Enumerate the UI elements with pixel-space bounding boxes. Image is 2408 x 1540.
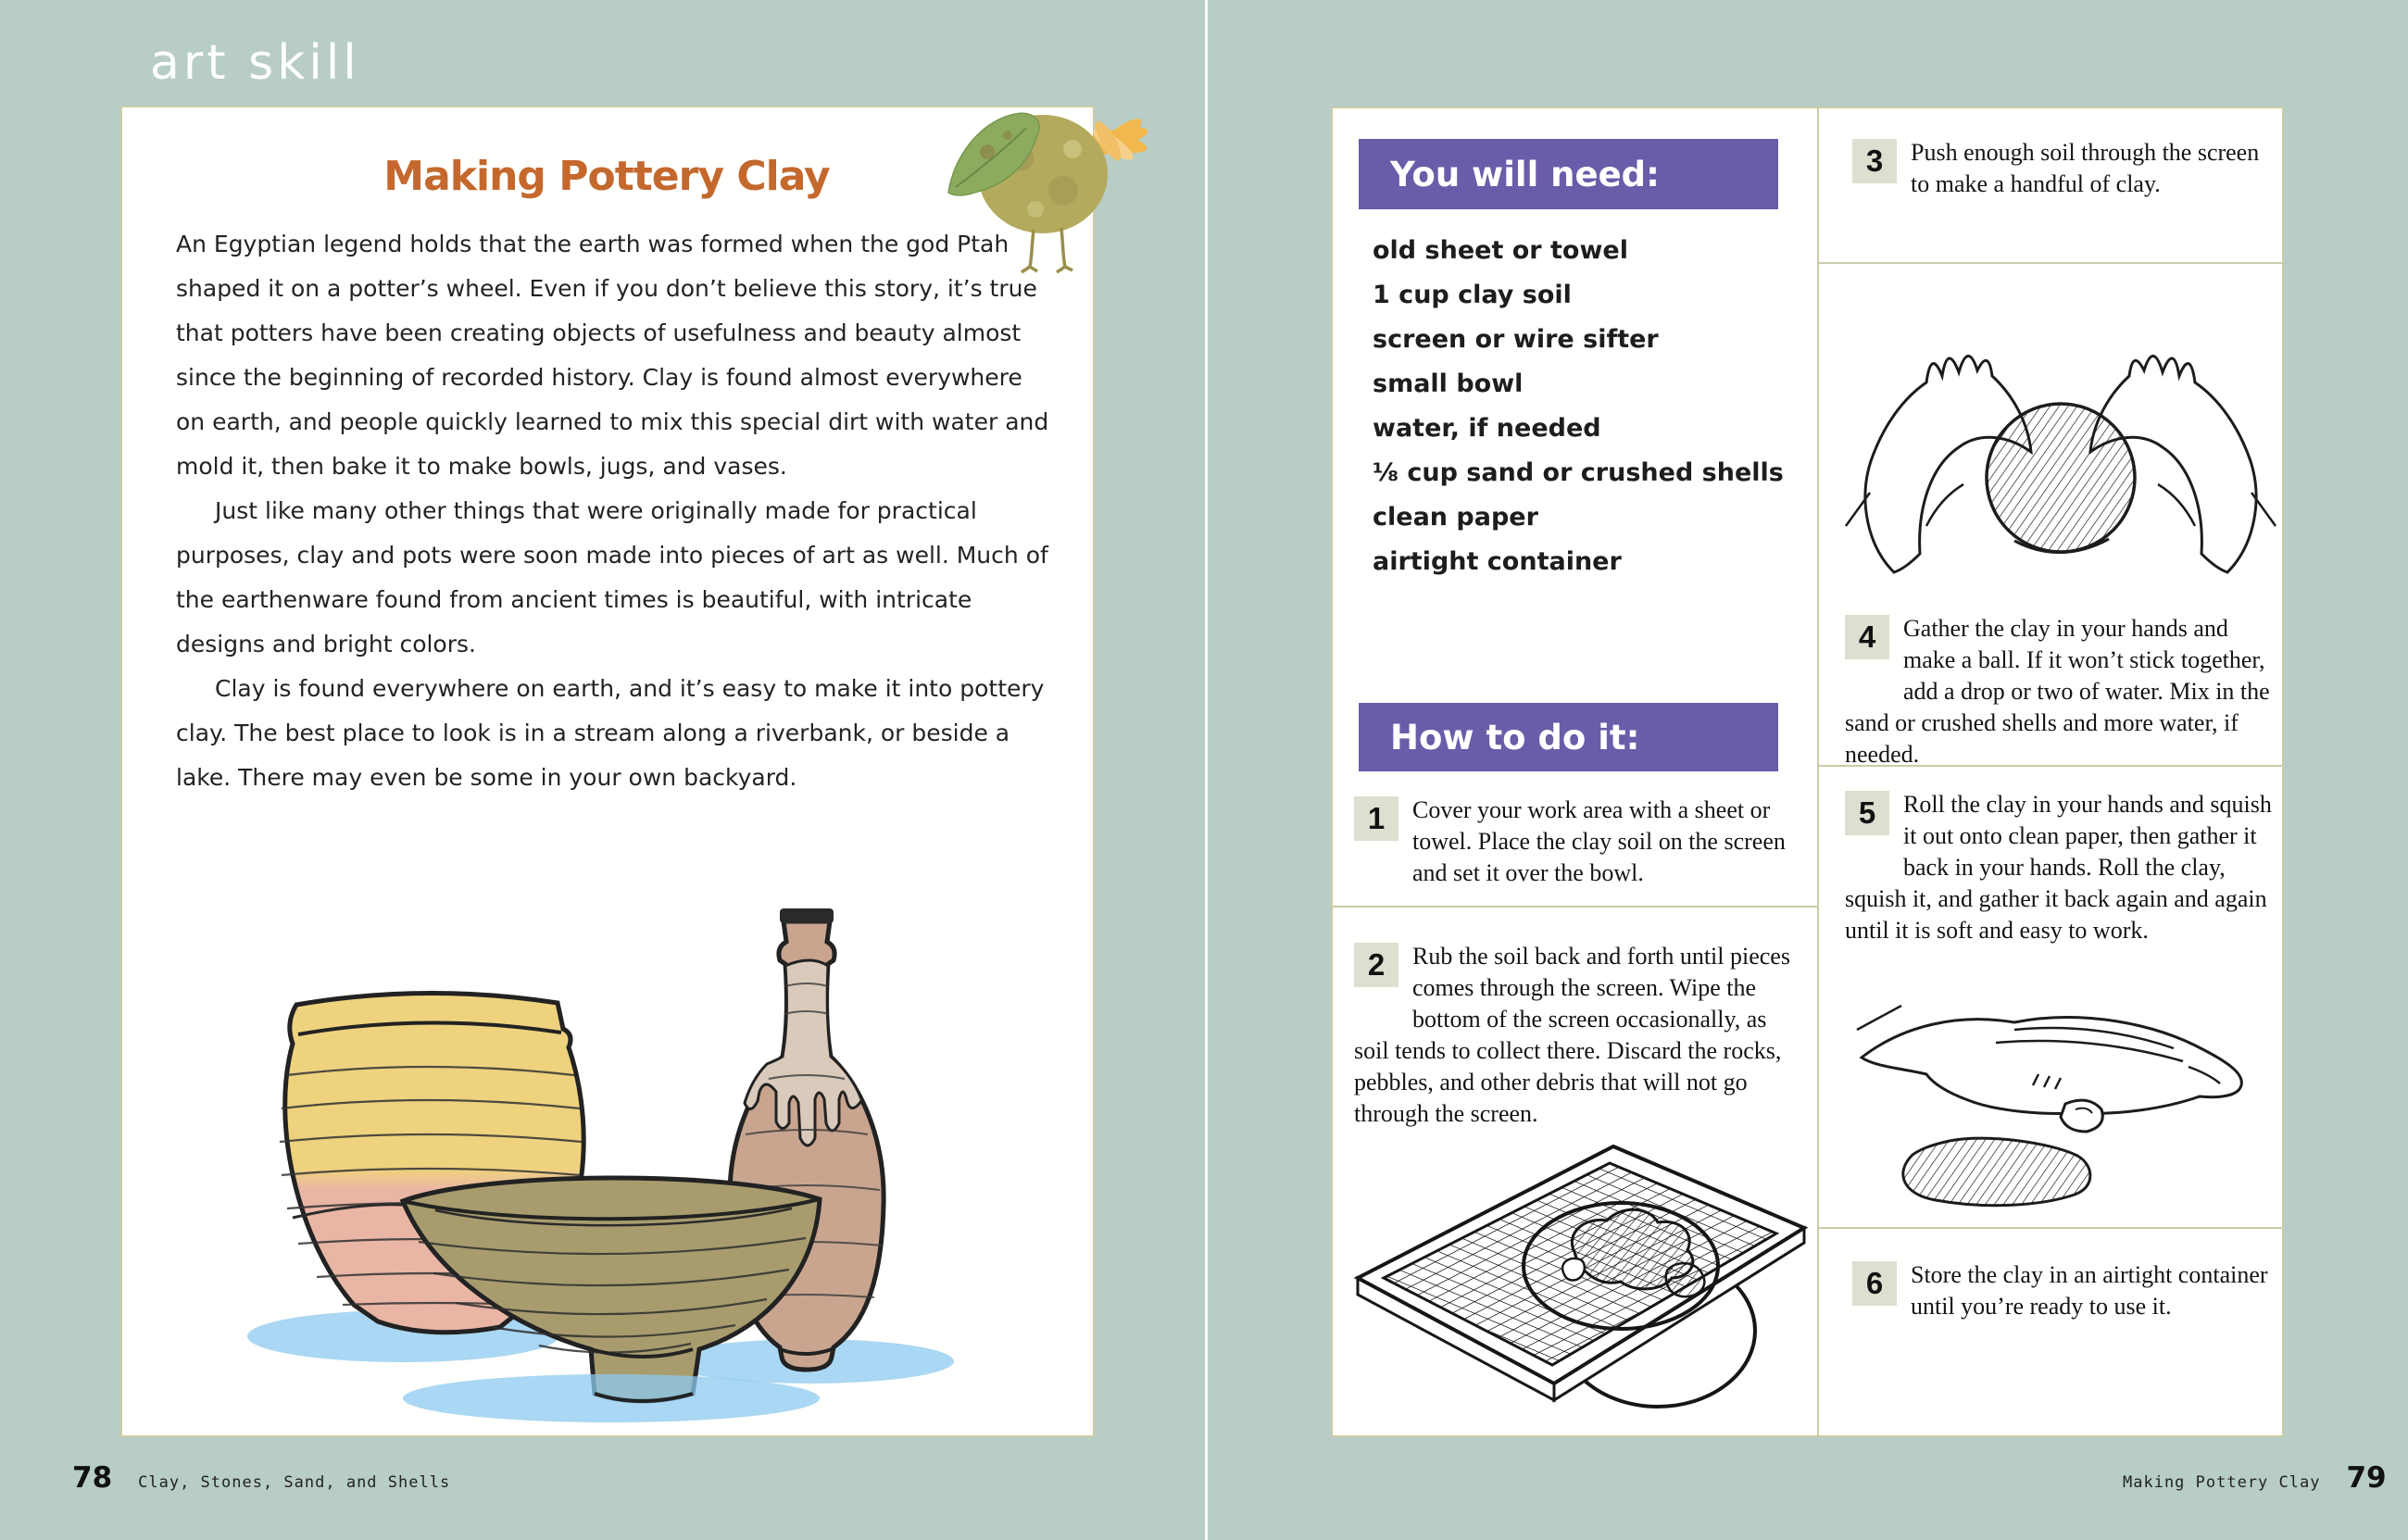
list-item: screen or wire sifter xyxy=(1373,324,1659,354)
list-item: old sheet or towel xyxy=(1373,235,1628,265)
intro-paragraphs xyxy=(176,222,1056,800)
page-title: Making Pottery Clay xyxy=(383,153,830,200)
left-footer xyxy=(72,1461,450,1495)
section-divider xyxy=(1819,262,2282,264)
paragraph: An Egyptian legend holds that the earth was formed when the god Ptah shaped it on a potter’s wheel. Even if you don’t believe this story, it’s true that potters have been creating objects of usefulness and beauty almost since the beginning of recorded history. Clay is found almost everywhere on earth, and people quickly learned to mix this special dirt with water and mold it, then bake it to make bowls, jugs, and vases. xyxy=(176,231,1049,480)
hand xyxy=(1862,1018,2241,1114)
step-number: 3 xyxy=(1852,139,1897,183)
step-text: Cover your work area with a sheet or towel. Place the clay soil on the screen and set it over the bowl. xyxy=(1412,796,1786,886)
step-5 xyxy=(1845,789,2280,946)
step-number: 4 xyxy=(1845,615,1889,659)
bird-legs xyxy=(1022,228,1072,272)
page-number: 78 xyxy=(72,1461,113,1495)
step-number: 5 xyxy=(1845,791,1889,835)
step-3 xyxy=(1852,137,2274,204)
step-text: Gather the clay in your hands and make a ball. If it won’t stick together, add a drop or two of water. Mix in the sand or crushed shells and more water, if needed. xyxy=(1845,615,2270,768)
clay-ball xyxy=(1987,404,2135,552)
list-item: clean paper xyxy=(1373,502,1538,532)
step-text: Push enough soil through the screen to make a handful of clay. xyxy=(1911,139,2260,197)
screen-sifter-illustration xyxy=(1343,1141,1811,1435)
page-number: 79 xyxy=(2346,1461,2387,1495)
list-item: small bowl xyxy=(1373,369,1524,398)
step-4 xyxy=(1845,613,2280,770)
list-item: water, if needed xyxy=(1373,413,1601,443)
materials-list xyxy=(1373,228,1789,583)
list-item: ⅛ cup sand or crushed shells xyxy=(1373,457,1784,487)
step-text: Roll the clay in your hands and squish it out onto clean paper, then gather it back in your hands. Roll the clay, squish it, and gather it back again and again until it is soft and easy to work. xyxy=(1845,791,2272,944)
paragraph: Just like many other things that were originally made for practical purposes, clay and pots were soon made into pieces of art as well. Much of the earthenware found from ancient times is beautiful, with intricate designs and bright colors. xyxy=(176,497,1048,657)
right-footer xyxy=(2123,1461,2387,1495)
clay-lump xyxy=(1903,1138,2090,1206)
step-text: Store the clay in an airtight container until you’re ready to use it. xyxy=(1911,1261,2268,1320)
step-number: 6 xyxy=(1852,1261,1897,1306)
pottery-illustration xyxy=(213,894,982,1431)
corner-label: art skill xyxy=(150,35,360,91)
footer-text: Clay, Stones, Sand, and Shells xyxy=(138,1473,451,1492)
column-divider xyxy=(1817,108,1819,1435)
list-item: airtight container xyxy=(1373,546,1622,576)
thumb xyxy=(2061,1100,2102,1132)
paragraph: Clay is found everywhere on earth, and it’s easy to make it into pottery clay. The best place to look is in a stream along a riverbank, or beside a lake. There may even be some in your own backyard. xyxy=(176,675,1045,791)
footer-text: Making Pottery Clay xyxy=(2123,1473,2321,1492)
list-item: 1 cup clay soil xyxy=(1373,280,1572,309)
step-1 xyxy=(1354,795,1806,889)
page-spine-divider xyxy=(1205,0,1208,1540)
rolling-hand-illustration xyxy=(1848,974,2283,1224)
section-divider xyxy=(1333,906,1817,908)
step-text: Rub the soil back and forth until pieces comes through the screen. Wipe the bottom of the screen occasionally, as soil tends to collect there. Discard the rocks, pebbles, and other debris that will not go through the screen. xyxy=(1354,943,1790,1127)
hands-clay-ball-illustration xyxy=(1838,294,2283,609)
step-2 xyxy=(1354,941,1806,1130)
section-divider xyxy=(1819,1227,2282,1229)
how-to-do-it-banner: How to do it: xyxy=(1359,703,1778,771)
step-6 xyxy=(1852,1259,2269,1326)
step-number: 1 xyxy=(1354,796,1398,841)
leaf-bird-illustration xyxy=(934,80,1156,274)
step-number: 2 xyxy=(1354,943,1398,987)
you-will-need-banner: You will need: xyxy=(1359,139,1778,209)
